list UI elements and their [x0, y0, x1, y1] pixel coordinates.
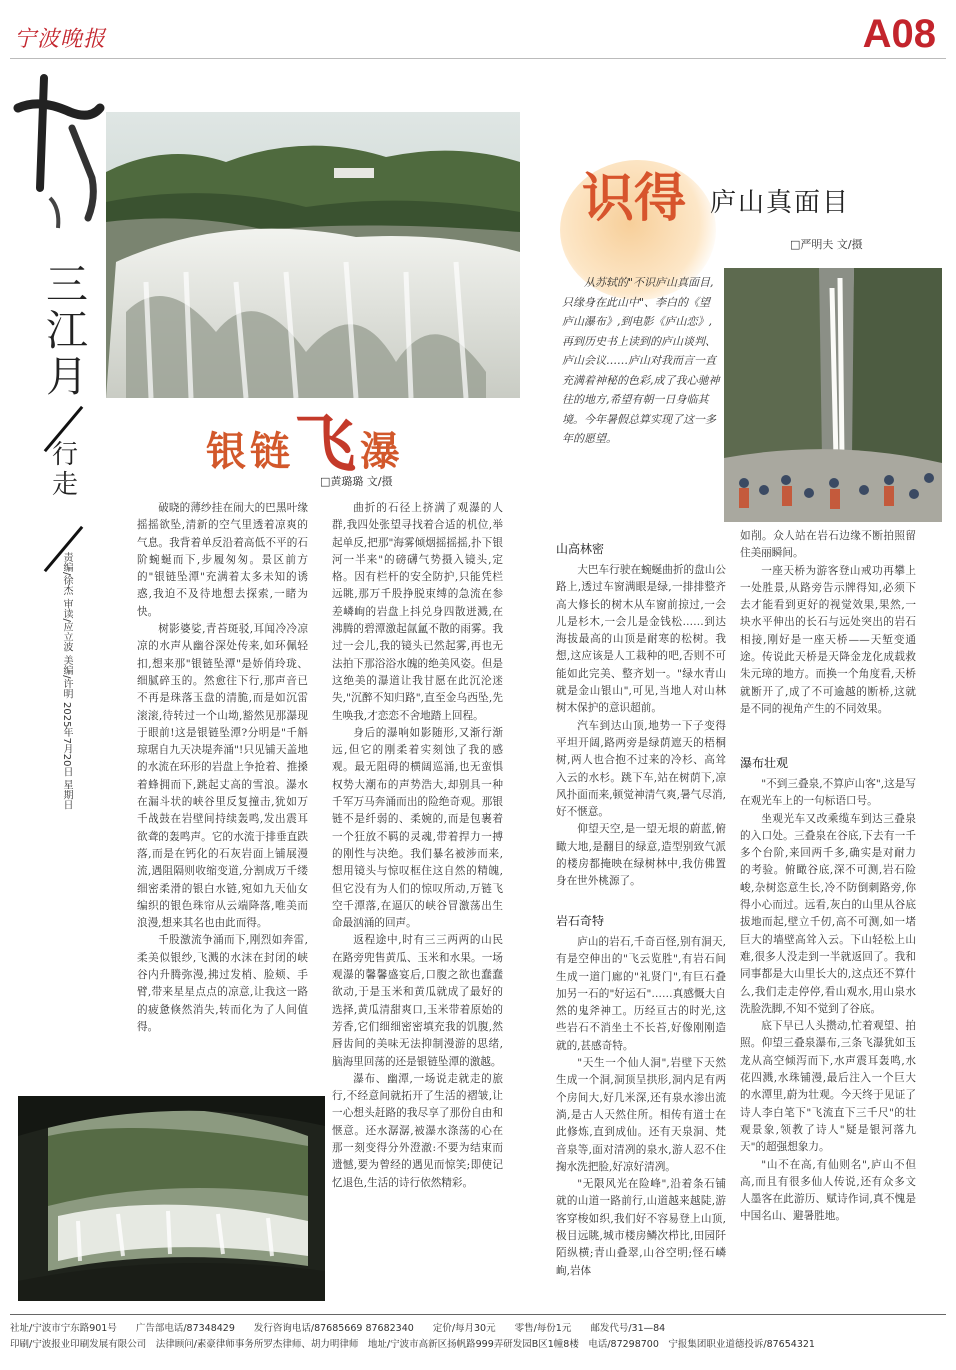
section-heading: 岩石奇特	[556, 914, 605, 928]
article1-title-part2: 瀑	[360, 429, 405, 475]
column-section: 行走	[52, 440, 79, 500]
paragraph: 瀑布、幽潭,一场说走就走的旅行,不经意间就拓开了生活的褶皱,让一心想头赶路的我尽享了那份自由和惬意。还水潺潺,被瀑水涤荡的心在那一刻变得分外澄澈:不要为结束而遗憾,要为曾经的遇见而惊笑;即使记忆退色,生活的诗行依然精彩。	[332, 1072, 503, 1189]
article2-column-2	[740, 528, 916, 718]
editor-names: 责编/徐杰 审读/应立波 美编/许明	[61, 552, 72, 699]
footer-divider	[10, 1314, 946, 1315]
section-heading: 瀑布壮观	[740, 756, 789, 770]
issue-date: 2025年7月20日 星期日	[61, 701, 72, 810]
section-heading: 山高林密	[556, 542, 605, 556]
paragraph: 底下早已人头攒动,忙着观望、拍照。仰望三叠泉瀑布,三条飞瀑犹如玉龙从高空倾泻而下,水声震耳轰鸣,水花四溅,水珠铺漫,最后注入一个巨大的水潭里,蔚为壮观。今天终于见证了诗人李白笔下"飞流直下三千尺"的壮观景象,领教了诗人"疑是银河落九天"的超强想象力。	[740, 1020, 916, 1154]
waterfall-photo-top	[106, 112, 520, 398]
paragraph: 仰望天空,是一望无垠的蔚蓝,俯瞰大地,是翻目的绿意,造型别致气派的楼房都掩映在绿树林中,我仿佛置身在世外桃源了。	[556, 823, 726, 888]
article2-title-big: 识得	[582, 169, 687, 229]
paragraph: 千股激流争涌而下,刚烈如奔雷,柔美似银纱,飞溅的水沫在封闭的峡谷内升腾弥漫,拂过发梢、脸颊、手臂,带来星星点点的凉意,让我这一路的疲惫倏然消失,转而化为了人间值得。	[137, 934, 308, 1033]
article2-column-2b	[740, 776, 916, 1226]
paragraph: 如削。众人站在岩石边缘不断拍照留住美丽瞬间。	[740, 530, 916, 560]
article2-intro: 从苏轼的"不识庐山真面目,只缘身在此山中"、李白的《望庐山瀑布》,到电影《庐山恋》,再到历史书上读到的庐山谈判、庐山会议……庐山对我而言一直充满着神秘的色彩,成了我心驰神往的地方,希望有朝一日身临其境。今年暑假总算实现了这一多年的愿望。	[562, 276, 720, 445]
editor-credits	[60, 552, 73, 809]
paragraph: 汽车到达山顶,地势一下子变得平坦开阔,路两旁是绿荫遮天的梧桐树,两人也合抱不过来的冷杉、高耸入云的水杉。跳下车,站在树荫下,凉风扑面而来,顿觉神清气爽,暑气尽消,好不惬意。	[556, 719, 726, 819]
article1-column-2	[332, 500, 503, 1192]
paragraph: 树影婆娑,青苔斑驳,耳闻冷冷凉凉的水声从幽谷深处传来,如环佩轻扣,想来那"银链坠潭"是娇俏玲珑、细腻碎玉的。然愈往下行,那声音已不再是珠落玉盘的清脆,而是如沉雷滚滚,待转过一个山坳,豁然见那瀑现于眼前!这是银链坠潭?分明是"千斛琼琚自九天决堤奔涌"!只见铺天盖地的水流在环形的岩盘上争抢着、推搡着蜂拥而下,跳起丈高的雪浪。瀑水在漏斗状的峡谷里反复撞击,犹如万千战鼓在岩壁间持续轰鸣,发出震耳欲聋的轰鸣声。它的水流于排垂直跌落,而是在钙化的石灰岩面上铺展漫流,遇阻隔则收缩变道,分割成万千缕细密柔滑的银白水链,宛如九天仙女编织的银色珠帘从云端降落,唯美而浪漫,想来其名也由此而得。	[137, 623, 308, 930]
paragraph: 一座天桥为游客登山戒功再攀上一处胜景,从路旁告示牌得知,必须下去才能看到更好的视觉效果,果然,一块水平伸出的长石与远处突出的岩石相接,刚好是一座天桥——天堑变通途。传说此天桥是天降金龙化成载救朱元璋的地方。而换一个角度看,天桥就断开了,成了不可逾越的断桥,这就是不同的视角产生的不同效果。	[740, 564, 916, 715]
article1-title-part1: 银链	[206, 429, 294, 475]
article2-column-1	[556, 562, 726, 891]
article2-byline: □严明夫 文/摄	[790, 238, 863, 251]
paragraph: "山不在高,有仙则名",庐山不但高,而且有很多仙人传说,还有众多文人墨客在此游历、赋诗作词,真不愧是中国名山、避暑胜地。	[740, 1158, 916, 1223]
article1-title-big: 飞	[294, 407, 361, 480]
article2-title: 庐山真面目	[710, 188, 851, 218]
paragraph: "天生一个仙人洞",岩壁下天然生成一个洞,洞顶呈拱形,洞内足有两个房间大,好几米深,还有泉水渗出流淌,是古人天然住所。相传有道士在此修炼,直到成仙。还有天泉洞、梵音泉等,面对清冽的泉水,游人忍不住掬水洗把脸,好凉好清冽。	[556, 1057, 726, 1173]
page-number: A08	[862, 12, 936, 56]
header-divider	[10, 58, 946, 59]
footer-line-1: 社址/宁波市宁东路901号 广告部电话/87348429 发行咨询电话/87685669 87682340 定价/每月30元 零售/每份1元 邮发代号/31—84	[10, 1323, 666, 1334]
paragraph: 庐山的岩石,千奇百怪,别有洞天,有是空伸出的"飞云览胜",有岩石间生成一道门廊的"礼贤门",有巨石叠加另一石的"好运石"……真感慨大自然的鬼斧神工。历经亘古的时光,这些岩石不消坐土不长苔,好像刚刚造就的,甚感奇特。	[556, 936, 726, 1052]
waterfall-photo-cave	[18, 1096, 325, 1301]
article1-title	[206, 394, 404, 483]
article2-column-1b	[556, 934, 726, 1280]
lushan-waterfall-photo	[724, 268, 942, 522]
paragraph: "无限风光在险峰",沿着条石铺就的山道一路前行,山道越来越陡,游客穿梭如织,我们好不容易登上山顶,极目远眺,城市楼房鳞次栉比,田园阡陌纵横;青山叠翠,山谷空明;怪石嶙峋,岩体	[556, 1178, 726, 1277]
article1-byline: □黄璐璐 文/摄	[320, 475, 393, 488]
paragraph: 曲折的石径上挤满了观瀑的人群,我四处张望寻找着合适的机位,举起单反,把那"海雾倾烟摇摇摇,扑下银河一半来"的磅礴气势摄入镜头,定格。因有栏杆的安全防护,只能凭栏远眺,那万千股挣脱束缚的急流在参差嶙峋的岩盘上抖兑身四散迸溅,在沸腾的碧潭激起氤氲不散的雨雾。我过一会儿,我的镜头已然起雾,再也无法拍下那浴浴水魄的绝美风姿。但是这绝美的瀑道让我甘愿在此沉沦迷失,"沉醉不知归路",直至金乌西坠,先生唤我,才恋恋不舍地踏上回程。	[332, 502, 503, 722]
paragraph: 坐观光车又改乘缆车到达三叠泉的入口处。三叠泉在谷底,下去有一千多个台阶,来回两千多,确实是对耐力的考验。俯瞰谷底,深不可测,岩石险峻,杂树恣意生长,冷不防倒刺路旁,你得小心而过。远看,灰白的山里从谷底拔地而起,壁立千仞,高不可测,如一堵巨大的墙壁高耸入云。下山轻松上山难,很多人没走到一半就返回了。我和同事都是大山里长大的,这点还不算什么,我们走走停停,看山观水,用山泉水洗脸洗脚,不知不觉到了谷底。	[740, 812, 916, 1015]
paragraph: 身后的瀑响如影随形,又渐行渐远,但它的刚柔着实刻蚀了我的感观。最无阻碍的横阔巡涌,也无蛮惧权势大潮布的声势浩大,却别具一种千军万马奔涌而出的险绝奇观。那银链不是纤弱的、柔婉的,而是包裹着一个狂放不羁的灵魂,带着捍力一搏的刚性与决绝。我们暴名被涉而来,想用镜头与惊叹框住这自然的精魄,但它没有为人们的惊叹所动,万链飞空千潭落,在逼仄的峡谷冒激荡出生命最汹涌的回声。	[332, 726, 503, 930]
masthead: 宁波晚报	[14, 27, 107, 52]
paragraph: 返程途中,时有三三两两的山民在路旁兜售黄瓜、玉米和水果。一场观瀑的馨馨盛宴后,口腹之欲也蠢蠢欲动,于是玉米和黄瓜就成了最好的选择,黄瓜清甜爽口,玉米带着原始的芳香,它们细细密密填充我的饥腹,然唇齿间的美味无法抑制漫游的思绪,脑海里回荡的还是银链坠潭的激越。	[332, 934, 503, 1068]
column-name: 三江月	[46, 260, 89, 401]
paragraph: 大巴车行驶在蜿蜒曲折的盘山公路上,透过车窗满眼是绿,一排排整齐高大修长的树木从车窗前掠过,一会儿是杉木,一会儿是金钱松……到达海拔最高的山顶是耐寒的松树。我想,这应该是人工栽种的吧,否则不可能如此完美、整齐划一。"绿水青山就是金山银山",可见,当地人对山林树木保护的意识超前。	[556, 564, 726, 715]
article1-column-1	[137, 500, 308, 1036]
paragraph: 破晓的薄纱挂在闹大的巴黑叶缘摇摇欲坠,清新的空气里透着凉爽的气息。我背着单反沿着高低不平的石阶蜿蜒而下,步履匆匆。景区前方的"银链坠潭"充满着太多未知的诱惑,我迫不及待地想去探索,一睹为快。	[137, 502, 308, 618]
footer-line-2: 印刷/宁波报业印刷发展有限公司 法律顾问/素豪律师事务所罗杰律师、胡力明律师 地址/宁波市高新区扬帆路999弄研发园B区1幢8楼 电话/87298700 宁报集团职业道德投诉/87654321	[10, 1339, 815, 1350]
paragraph: "不到三叠泉,不算庐山客",这是写在观光车上的一句标语口号。	[740, 778, 916, 808]
